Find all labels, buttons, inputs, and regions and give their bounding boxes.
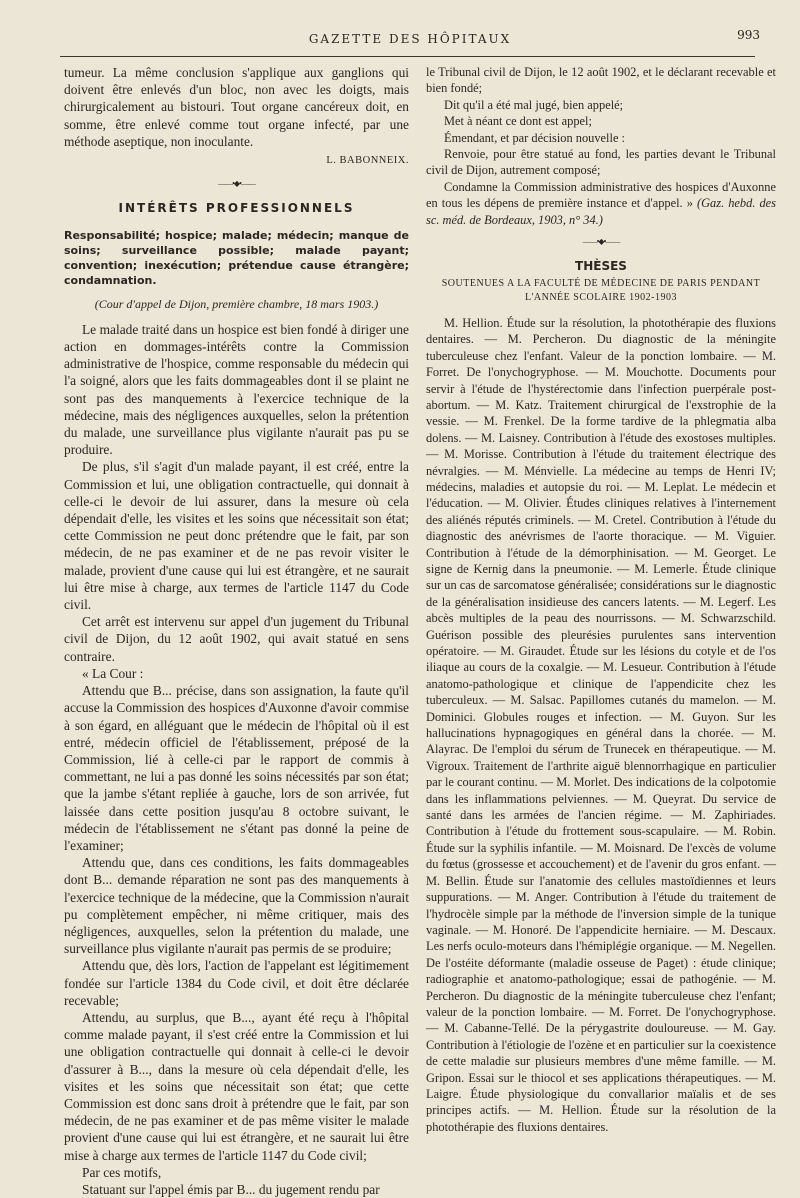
case-subject: Responsabilité; hospice; malade; médecin; manque de soins; surveillance possible; malade payant; convention; inexécution; prétendue cause étrangère; condamnation.	[64, 228, 409, 287]
paragraph: Attendu que, dans ces conditions, les faits dommageables dont B... demande réparation ne sont pas des manquements à l'exercice technique de la médecine, que la Commission n'aurait pu complètement empêcher, ni même critiquer, mais des négligences, auxquelles, selon la prétention du malade, une surveillance plus vigilante n'aurait pas permis de se produire;	[64, 855, 409, 957]
paragraph: Le malade traité dans un hospice est bien fondé à diriger une action en dommages-intérêts contre la Commission administrative de l'hospice, comme responsable du médecin qui l'a soigné, alors que les faits dommageables dont il se plaint ne sont pas des manquements à l'exercice technique de la médecine, mais des négligences auxquelles, selon la prétention du malade, une surveillance plus vigilante n'aurait pas pu se produire.	[64, 321, 409, 458]
paragraph: Cet arrêt est intervenu sur appel d'un jugement du Tribunal civil de Dijon, du 12 août 1902, qui avait statué en sens contraire.	[64, 614, 409, 664]
paragraph	[426, 179, 776, 228]
paragraph: Dit qu'il a été mal jugé, bien appelé;	[444, 97, 624, 112]
theses-subtitle: SOUTENUES A LA FACULTÉ DE MÉDECINE DE PARIS PENDANT L'ANNÉE SCOLAIRE 1902-1903	[441, 277, 761, 303]
source-citation: (Gaz. hebd. des sc. méd. de Bordeaux, 1903, n° 34.)	[426, 196, 777, 227]
author-signature: L. BABONNEIX.	[326, 155, 409, 167]
running-title: GAZETTE DES HÔPITAUX	[308, 32, 512, 46]
paragraph: De plus, s'il s'agit d'un malade payant, il est créé, entre la Commission et lui, une obligation contractuelle, qui donnait à celle-ci le devoir de lui assurer, dans la mesure où cela dépendait d'elle, les visites et les soins que nécessitait son état; cette Commission ne peut donc prétendre que le fait, par son médecin, de ne pas examiner et de ne pas revoir visiter le malade, provient d'une cause qui lui est étrangère, et ne saurait lui être mise à charge, aux termes de l'article 1147 du Code civil.	[64, 459, 409, 613]
section-separator: ——•◆•——	[218, 179, 255, 189]
paragraph: « La Cour :	[82, 665, 144, 681]
judgment-text: Condamne la Commission administrative des hospices d'Auxonne en tous les dépens de première instance et d'appel. »	[426, 179, 776, 211]
paragraph: Met à néant ce dont est appel;	[444, 114, 592, 129]
paragraph: le Tribunal civil de Dijon, le 12 août 1902, et le déclarant recevable et bien fondé;	[426, 65, 776, 96]
court-reference: (Cour d'appel de Dijon, première chambre, 18 mars 1903.)	[94, 296, 379, 311]
paragraph: Attendu, au surplus, que B..., ayant été reçu à l'hôpital comme malade payant, il s'est créé entre la Commission et lui une obligation contractuelle qui donnait à celle-ci le devoir d'assurer à B..., dans la mesure où cela dépendait d'elle, les visites et les soins que nécessitait son état; que cette Commission est donc sans droit à prétendre que le fait, par son médecin, de ne pas examiner et de pas même visiter le malade provient d'une cause qui lui est étrangère, et ne saurait lui être mise à charge aux termes de l'article 1147 du Code civil;	[64, 1009, 409, 1163]
section-title: INTÉRÊTS PROFESSIONNELS	[118, 201, 355, 216]
paragraph: Statuant sur l'appel émis par B... du jugement rendu par	[82, 1181, 380, 1197]
intro-paragraph: tumeur. La même conclusion s'applique aux ganglions qui doivent être enlevés d'un bloc, non avec les doigts, mais chirurgicalement au bistouri. Tout organe cancéreux doit, en somme, être enlevé comme tout organe infecté, par une méthode aseptique, non inoculante.	[64, 65, 409, 149]
page-header	[60, 28, 760, 48]
header-rule	[60, 56, 755, 57]
theses-title: THÈSES	[575, 259, 627, 274]
theses-list: M. Hellion. Étude sur la résolution, la photothérapie des fluxions dentaires. — M. Percheron. Du diagnostic de la méningite tuberculeuse chez l'enfant. Valeur de la ponction lombaire. — M. Forret. De l'onychogryphose. — M. Mouchotte. Documents pour servir à l'étude de l'hystérectomie dans l'infection puerpérale post-abortum. — M. Katz. Traitement chirurgical de l'exstrophie de la vessie. — M. Frenkel. De la forme tardive de la phlegmatia alba dolens. — M. Laisney. Contribution à l'étude des exostoses multiples. — M. Morisse. Contribution à l'étude du traitement électrique des névralgies. — M. Ménvielle. La médecine au temps de Henri IV; médecins, maladies et autopsie du roi. — M. Leplat. Le médecin et l'éducation. — M. Olivier. Études cliniques relatives à l'internement des aliénés réputés criminels. — M. Cretel. Contribution à l'étude du diagnostic des anévrismes de l'aorte thoracique. — M. Viguier. Contribution à l'étude de la démorphinisation. — M. Georget. Le signe de Kernig dans la pneumonie. — M. Lemerle. Étude clinique sur un cas de sarcomatose généralisée; considérations sur le diagnostic de la généralisation insidieuse des cancers latents. — M. Legerf. Les abcès multiples de la peau des nourrissons. — M. Schwarzschild. Guérison possible des pleurésies purulentes sans intervention opératoire. — M. Giraudet. Étude sur les lésions du cotyle et de l'os iliaque au cours de la coxalgie. — M. Lesueur. Contribution à l'étude anatomo-pathologique et clinique de l'appendicite chez les tuberculeux. — M. Salsac. Papillomes cutanés du mamelon. — M. Dominici. Globules rouges et infection. — M. Guyon. Sur les hallucinations hypnagogiques en général dans la chorée. — M. Alayrac. De l'emploi du sérum de Trunecek en thérapeutique. — M. Vigroux. Traitement de l'arthrite aiguë blennorrhagique en particulier par le courant continu. — M. Morlet. Des indications de la colpotomie dans les inflammations pelviennes. — M. Queyrat. Du service de santé dans les armées de l'ancien régime. — M. Zaphiriades. Contribution à l'étude du frottement sous-scapulaire. — M. Robin. Étude sur la syphilis infantile. — M. Moisnard. De l'excès de volume du fœtus (grossesse et accouchement) et de l'avenir du gros enfant. — M. Bellin. Étude sur l'anatomie des cellules mastoïdiennes et leurs suppurations. — M. Anger. Contribution à l'étude du traitement de l'hydrocèle simple par la méthode de l'inversion simple de la tunique vaginale. — M. Honoré. De l'appendicite herniaire. — M. Descaux. Les nerfs oculo-moteurs dans l'hémiplégie organique. — M. Negellen. De l'ostéite déformante (maladie osseuse de Paget) : étude clinique; radiographie et anatomo-pathologique; essai de pathogénie. — M. Percheron. Du diagnostic de la méningite tuberculeuse chez l'enfant; valeur de la ponction lombaire. — M. Forret. De l'onychogryphose. — M. Cabanne-Tellé. De la pérygastrite douloureuse. — M. Gay. Contribution à l'étiologie de l'ozène et en particulier sur la coexistence de cette maladie sur plusieurs membres d'une même famille. — M. Gripon. Essai sur le thiocol et ses applications thérapeutiques. — M. Laigre. Étude physiologique du convallarior maïalis et de ses principes actifs. — M. Hellion. Étude sur la résolution de la photothérapie des fluxions dentaires.	[426, 315, 776, 1134]
right-column	[426, 64, 776, 1135]
paragraph: Renvoie, pour être statué au fond, les parties devant le Tribunal civil de Dijon, autrement composé;	[426, 147, 776, 178]
page-number: 993	[737, 28, 760, 42]
paragraph: Attendu que, dès lors, l'action de l'appelant est légitimement fondée sur l'article 1384 du Code civil, et doit être déclarée recevable;	[64, 958, 409, 1008]
paragraph: Émendant, et par décision nouvelle :	[444, 130, 625, 145]
left-column	[64, 64, 409, 1198]
paragraph: Attendu que B... précise, dans son assignation, la faute qu'il accuse la Commission des hospices d'Auxonne d'avoir commise à son égard, en alléguant que le médecin de l'hôpital où il est entré, médecin officiel de l'établissement, préposé de la Commission, lié à celle-ci par le rapport de commis à commettant, ne lui a pas donné les soins nécessités par son état; que la jambe s'étant repliée à gauche, lors de son arrivée, fut laissée dans cette position jusqu'au 8 octobre suivant, le médecin de l'établissement ne s'étant pas donné la peine de l'examiner;	[64, 683, 409, 853]
section-separator: ——•◆•——	[582, 237, 620, 247]
paragraph: Par ces motifs,	[82, 1164, 162, 1180]
